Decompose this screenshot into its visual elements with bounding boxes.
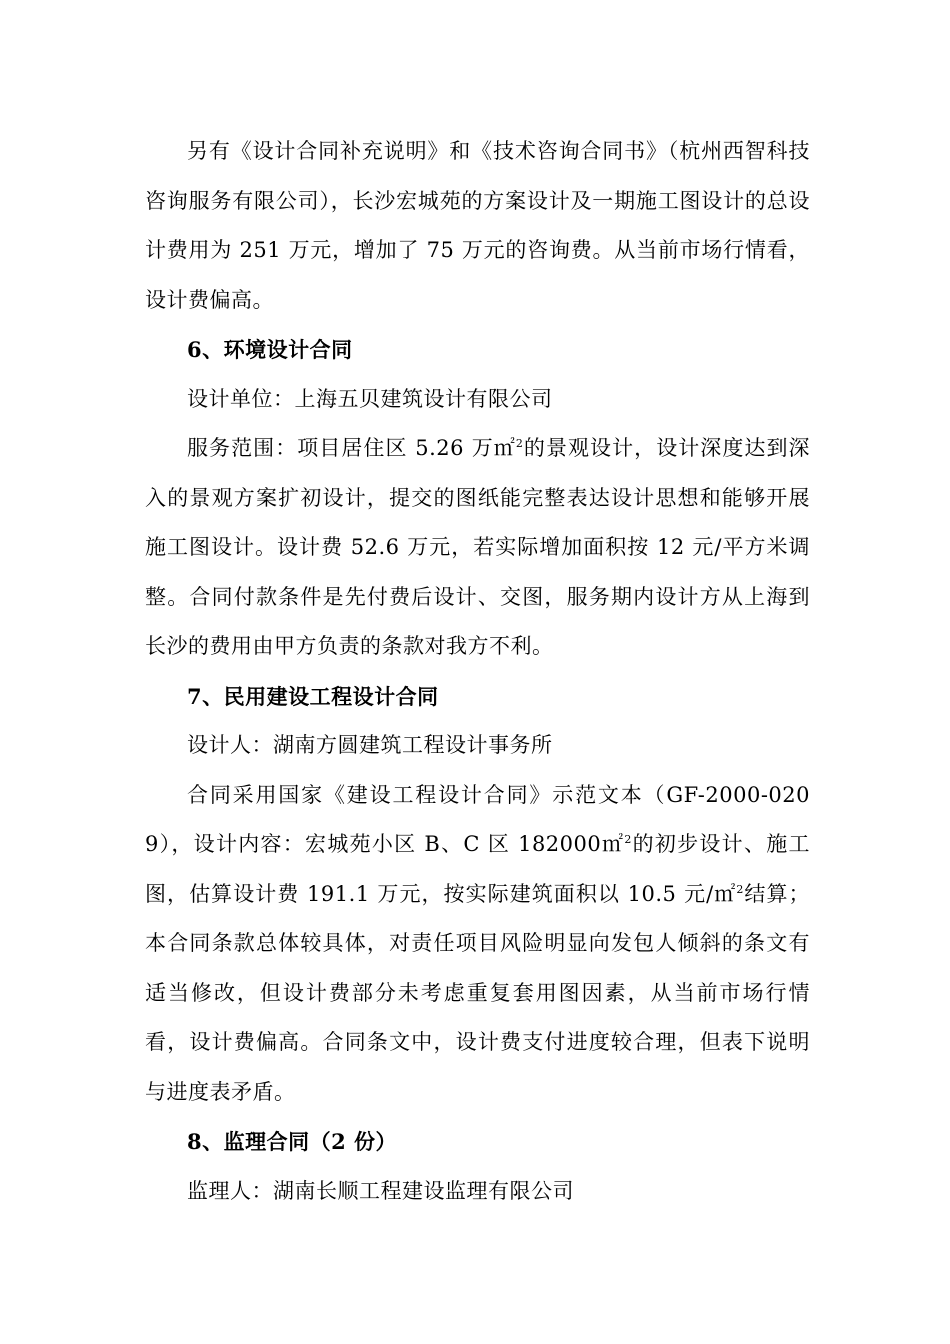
paragraph-design-fee-summary: 另有《设计合同补充说明》和《技术咨询合同书》（杭州西智科技咨询服务有限公司），长沙宏城苑的方案设计及一期施工图设计的总设计费用为 251 万元，增加了 75 万元的咨询费。从当前市场行情看，设计费偏高。: [145, 139, 810, 312]
paragraph-environment-service-scope: [145, 424, 810, 672]
superscript-mark: 2: [624, 833, 632, 846]
civil-text-part-2: 的初步设计、施工图，估算设计费 191.1 万元，按实际建筑面积以 10.5 元/㎡: [145, 832, 811, 906]
paragraph-supervisor: 监理人：湖南长顺工程建设监理有限公司: [187, 1178, 574, 1203]
paragraph-civil-designer: 设计人：湖南方圆建筑工程设计事务所: [187, 733, 553, 757]
civil-text-part-1: 合同采用国家《建设工程设计合同》示范文本（GF-2000-0209），设计内容：宏城苑小区 B、C 区 182000㎡: [145, 782, 810, 856]
paragraph-civil-contract-details: [145, 771, 810, 1118]
section-heading-supervision-contract: 8、监理合同（2 份）: [187, 1129, 398, 1154]
document-body: [145, 127, 810, 1216]
paragraph-environment-designer: 设计单位：上海五贝建筑设计有限公司: [187, 386, 553, 411]
scope-text-part-1: 服务范围：项目居住区 5.26 万㎡: [187, 436, 516, 460]
superscript-mark: 2: [515, 437, 524, 450]
scope-text-part-2: 的景观设计，设计深度达到深入的景观方案扩初设计，提交的图纸能完整表达设计思想和能够开展施工图设计。设计费 52.6 万元，若实际增加面积按 12 元/平方米调整。合同付款条件是先付费后设计、交图，服务期内设计方从上海到长沙的费用由甲方负责的条款对我方不利。: [145, 436, 811, 658]
section-heading-environment-design-contract: 6、环境设计合同: [187, 337, 353, 362]
superscript-mark: 2: [736, 882, 744, 896]
section-heading-civil-design-contract: 7、民用建设工程设计合同: [187, 683, 439, 709]
civil-text-part-3: 结算；本合同条款总体较具体，对责任项目风险明显向发包人倾斜的条文有适当修改，但设计费部分未考虑重复套用图因素，从当前市场行情看，设计费偏高。合同条文中，设计费支付进度较合理，但表下说明与进度表矛盾。: [145, 881, 811, 1104]
